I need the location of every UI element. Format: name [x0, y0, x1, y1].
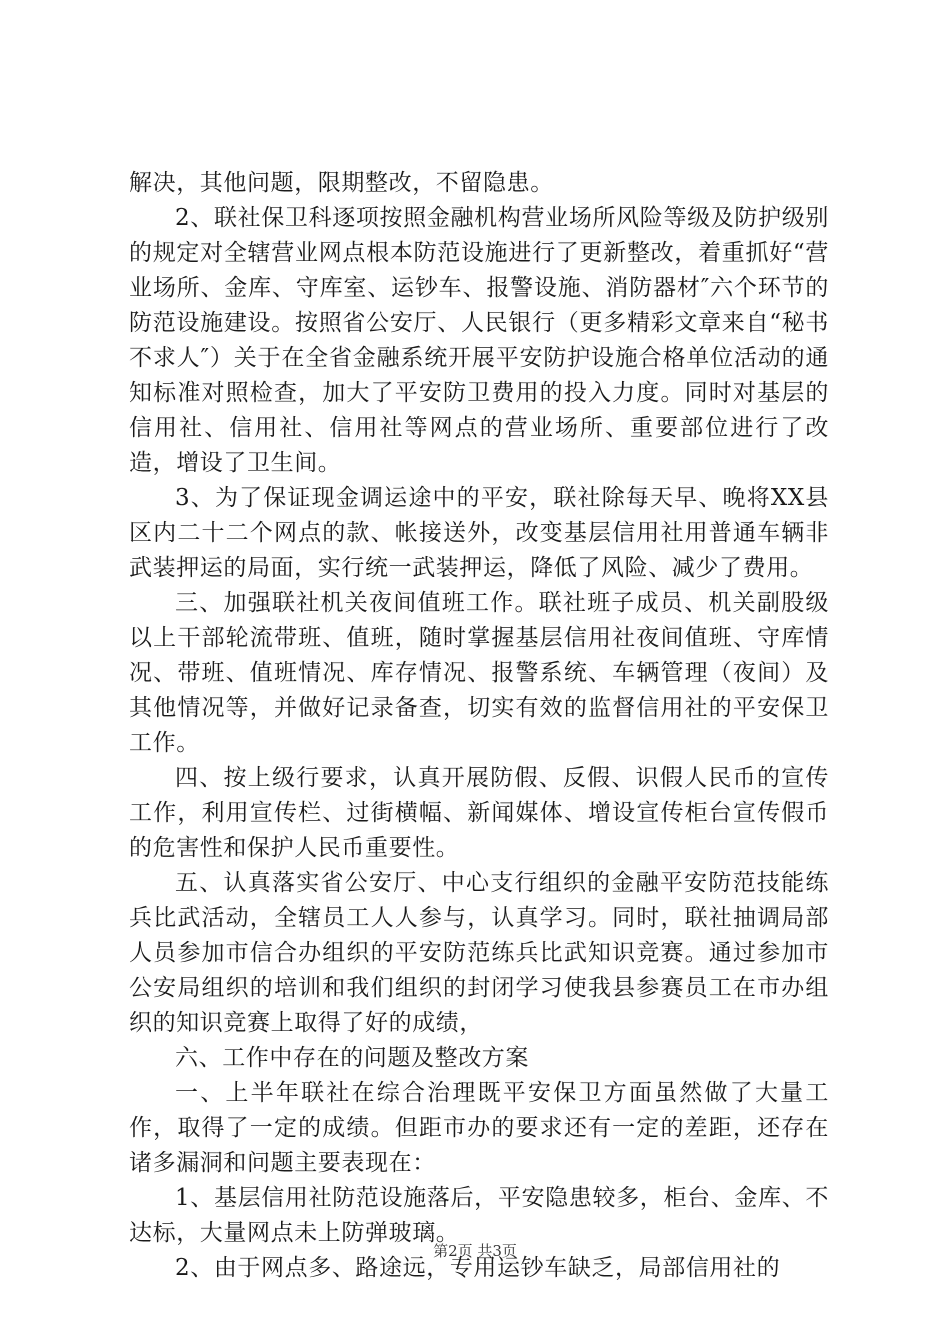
- page-footer: [0, 1240, 950, 1261]
- page-number-label: 第2页 共3页: [433, 1242, 517, 1260]
- paragraph-8: 一、上半年联社在综合治理既平安保卫方面虽然做了大量工作，取得了一定的成绩。但距市办的要求还有一定的差距，还存在诸多漏洞和问题主要表现在：: [129, 1080, 829, 1176]
- paragraph-10: 2、由于网点多、路途远，专用运钞车缺乏，局部信用社的: [175, 1255, 781, 1281]
- paragraph-5: 四、按上级行要求，认真开展防假、反假、识假人民币的宣传工作，利用宣传栏、过街横幅、新闻媒体、增设宣传柜台宣传假币的危害性和保护人民币重要性。: [129, 765, 829, 861]
- paragraph-2: 2、联社保卫科逐项按照金融机构营业场所风险等级及防护级别的规定对全辖营业网点根本防范设施进行了更新整改，着重抓好“营业场所、金库、守库室、运钞车、报警设施、消防器材″六个环节的防范设施建设。按照省公安厅、人民银行（更多精彩文章来自“秘书不求人″）关于在全省金融系统开展平安防护设施合格单位活动的通知标准对照检查，加大了平安防卫费用的投入力度。同时对基层的信用社、信用社、信用社等网点的营业场所、重要部位进行了改造，增设了卫生间。: [129, 205, 829, 476]
- paragraph-4: 三、加强联社机关夜间值班工作。联社班子成员、机关副股级以上干部轮流带班、值班，随时掌握基层信用社夜间值班、守库情况、带班、值班情况、库存情况、报警系统、车辆管理（夜间）及其他情况等，并做好记录备查，切实有效的监督信用社的平安保卫工作。: [129, 590, 829, 756]
- paragraph-9: 1、基层信用社防范设施落后，平安隐患较多，柜台、金库、不达标，大量网点未上防弹玻璃。: [129, 1185, 829, 1246]
- document-body: [129, 166, 829, 1286]
- paragraph-3: 3、为了保证现金调运途中的平安，联社除每天早、晚将XX县区内二十二个网点的款、帐接送外，改变基层信用社用普通车辆非武装押运的局面，实行统一武装押运，降低了风险、减少了费用。: [129, 485, 829, 581]
- paragraph-6: 五、认真落实省公安厅、中心支行组织的金融平安防范技能练兵比武活动，全辖员工人人参与，认真学习。同时，联社抽调局部人员参加市信合办组织的平安防范练兵比武知识竞赛。通过参加市公安局组织的培训和我们组织的封闭学习使我县参赛员工在市办组织的知识竞赛上取得了好的成绩，: [129, 870, 829, 1036]
- paragraph-1: 解决，其他问题，限期整改，不留隐患。: [129, 170, 554, 196]
- paragraph-7: 六、工作中存在的问题及整改方案: [175, 1045, 529, 1071]
